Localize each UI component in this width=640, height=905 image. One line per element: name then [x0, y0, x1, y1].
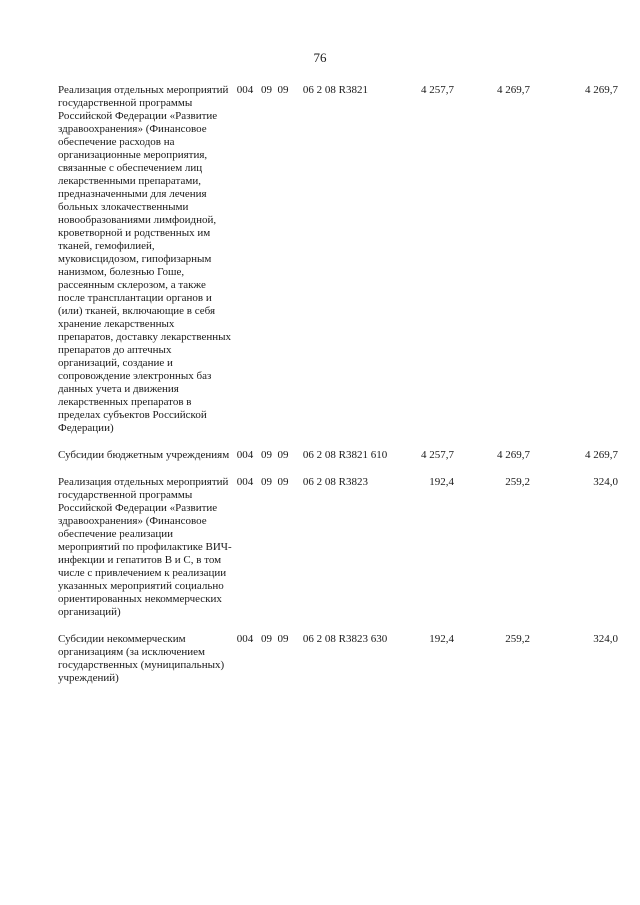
- amount-year-2: 259,2: [505, 633, 530, 645]
- admin-code: 004: [236, 476, 254, 488]
- subsection-code: 09: [277, 84, 289, 96]
- target-article-code: 06 2 08 R3821: [302, 84, 368, 96]
- amount-year-1: 4 257,7: [421, 449, 454, 461]
- expense-type-code: 630: [370, 633, 388, 645]
- target-article-code: 06 2 08 R3821: [302, 449, 368, 461]
- amount-year-1: 192,4: [429, 476, 454, 488]
- amount-year-1: 4 257,7: [421, 84, 454, 96]
- table-row: [58, 633, 618, 699]
- table-row: [58, 476, 618, 633]
- expense-name: Реализация отдельных мероприятий государственной программы Российской Федерации «Развитие здравоохранения» (Финансовое обеспечение реализации мероприятий по профилактике ВИЧ-инфекции и гепатитов B и C, в том числе с привлечением к реализации указанных мероприятий социально ориентированных некоммерческих организаций): [58, 476, 232, 618]
- expense-name: Реализация отдельных мероприятий государственной программы Российской Федерации «Развитие здравоохранения» (Финансовое обеспечение расходов на организационные мероприятия, связанные с обеспечением лиц лекарственными препаратами, предназначенными для лечения больных злокачественными новообразованиями лимфоидной, кроветворной и родственных им тканей, гемофилией, муковисцидозом, гипофизарным нанизмом, болезнью Гоше, рассеянным склерозом, а также после трансплантации органов и (или) тканей, включающие в себя хранение лекарственных препаратов, доставку лекарственных препаратов до аптечных организаций, создание и сопровождение электронных баз данных учета и движения лекарственных препаратов в пределах субъектов Российской Федерации): [58, 84, 231, 434]
- expense-type-code: [368, 476, 390, 633]
- amount-year-2: 4 269,7: [497, 84, 530, 96]
- expense-name: Субсидии некоммерческим организациям (за исключением государственных (муниципальных) учреждений): [58, 633, 225, 684]
- subsection-code: 09: [277, 633, 289, 645]
- target-article-code: 06 2 08 R3823: [302, 476, 368, 488]
- budget-table: [58, 84, 618, 699]
- table-row: [58, 449, 618, 476]
- page-number: 76: [313, 50, 327, 65]
- section-code: 09: [261, 633, 272, 645]
- amount-year-3: 324,0: [593, 476, 618, 488]
- admin-code: 004: [236, 84, 254, 96]
- expense-type-code: [368, 84, 390, 449]
- amount-year-3: 324,0: [593, 633, 618, 645]
- amount-year-3: 4 269,7: [585, 84, 618, 96]
- amount-year-3: 4 269,7: [585, 449, 618, 461]
- table-row: [58, 84, 618, 449]
- admin-code: 004: [236, 633, 254, 645]
- target-article-code: 06 2 08 R3823: [302, 633, 368, 645]
- amount-year-2: 4 269,7: [497, 449, 530, 461]
- section-code: 09: [261, 449, 272, 461]
- subsection-code: 09: [277, 476, 289, 488]
- section-code: 09: [261, 476, 272, 488]
- expense-type-code: 610: [370, 449, 388, 461]
- amount-year-1: 192,4: [429, 633, 454, 645]
- amount-year-2: 259,2: [505, 476, 530, 488]
- section-code: 09: [261, 84, 272, 96]
- admin-code: 004: [236, 449, 254, 461]
- expense-name: Субсидии бюджетным учреждениям: [58, 449, 230, 461]
- subsection-code: 09: [277, 449, 289, 461]
